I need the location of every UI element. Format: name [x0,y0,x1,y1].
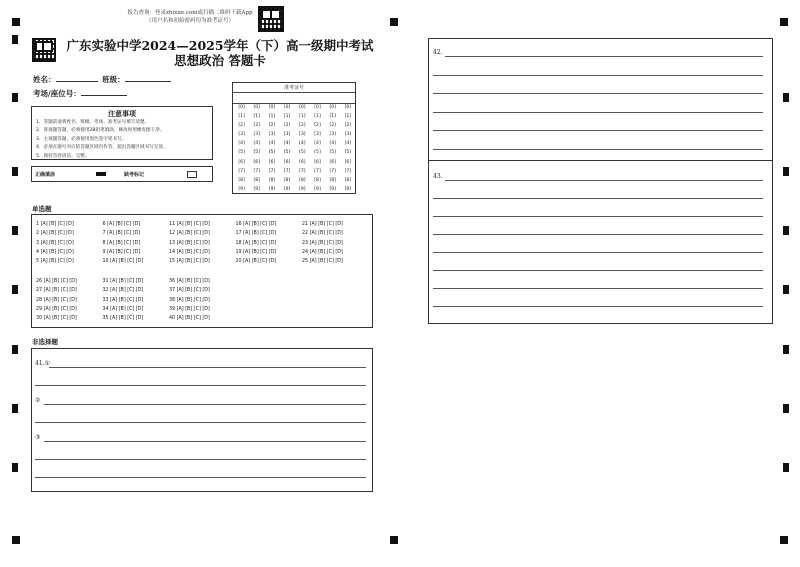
answer-bubbles[interactable]: [A] [B] [C] [D] [107,231,141,237]
registration-mark [12,35,18,44]
digit-bubble[interactable]: [1] [268,114,276,120]
writing-line [49,367,366,368]
question-row[interactable] [236,229,303,238]
notes-item: 5．保持答卷清洁、完整。 [36,153,90,159]
writing-line [35,385,366,386]
registration-mark [12,226,18,235]
answer-bubbles[interactable]: [A] [B] [C] [D] [40,231,74,237]
registration-mark [390,536,398,544]
answer-bubbles[interactable]: [A] [B] [C] [D] [176,249,210,255]
answer-bubbles[interactable]: [A] [B] [C] [D] [243,222,277,227]
digit-bubble[interactable]: [5] [329,150,336,156]
registration-mark [12,285,18,294]
question-row[interactable] [36,239,103,248]
question-row[interactable] [103,248,170,257]
page-title [60,38,380,68]
question-number: 12 [169,231,177,237]
registration-mark [12,536,20,544]
question-row[interactable] [302,229,369,238]
notes-item: 4．必须在题号对应的答题区域内作答，超出答题区域书写无效。 [36,145,168,151]
question-number: 23 [302,240,310,246]
exam-number-column[interactable] [340,103,355,193]
name-field[interactable] [56,74,98,82]
digit-bubble[interactable]: [6] [253,159,261,165]
question-number: 18 [235,240,244,246]
answer-bubbles[interactable]: [A] [B] [C] [D] [309,222,343,227]
writing-line [433,270,763,271]
question-row[interactable] [103,229,170,238]
registration-mark [12,345,18,354]
question-number: 21 [302,222,310,227]
registration-mark [12,167,18,176]
question-row[interactable] [36,248,103,257]
answer-bubbles[interactable]: [A] [B] [C] [D] [243,231,277,237]
digit-bubble[interactable]: [2] [314,123,321,129]
question-row[interactable] [103,296,170,305]
digit-bubble[interactable]: [8] [268,177,276,183]
writing-line [433,75,763,76]
q41-part2-label: ② [35,397,41,404]
answer-bubbles[interactable]: [A] [B] [C] [D] [243,249,277,255]
answer-bubbles[interactable]: [A] [B] [C] [D] [176,259,210,265]
digit-bubble[interactable]: [7] [329,168,336,174]
digit-bubble[interactable]: [9] [344,186,352,192]
registration-mark [12,463,18,472]
question-number: 8 [102,240,108,246]
question-row[interactable] [36,257,103,266]
question-row[interactable] [169,229,236,238]
correct-fill-sample [96,172,106,176]
digit-bubble[interactable]: [0] [329,105,336,110]
digit-bubble[interactable]: [9] [299,186,306,192]
app-qr-code [258,6,284,32]
title-line1: 广东实验中学2024—2025学年（下）高一级期中考试 [66,38,374,53]
question-number: 28 [36,297,44,303]
q41-answer-box[interactable] [31,348,373,492]
writing-line [433,149,763,150]
answer-bubbles[interactable]: [A] [B] [C] [D] [110,306,144,312]
q43-label: 43. [433,173,443,180]
digit-bubble[interactable]: [5] [299,150,306,156]
question-row[interactable] [169,257,236,266]
question-number: 1 [36,222,41,227]
question-number: 35 [102,316,111,322]
question-number: 27 [36,288,44,294]
exam-number-column[interactable] [325,103,340,193]
question-number: 17 [235,231,244,237]
digit-bubble[interactable]: [7] [314,168,321,174]
digit-bubble[interactable]: [8] [253,177,261,183]
writing-line [433,216,763,217]
digit-bubble[interactable]: [1] [344,114,352,120]
exam-number-column[interactable] [234,103,249,193]
answer-bubbles[interactable]: [A] [B] [C] [D] [107,222,141,227]
digit-bubble[interactable]: [0] [283,105,291,110]
answer-bubbles[interactable]: [A] [B] [C] [D] [40,249,74,255]
digit-bubble[interactable]: [6] [299,159,306,165]
class-label: 班级： [102,75,125,84]
question-row[interactable] [169,305,236,314]
question-row[interactable] [103,286,170,295]
answer-bubbles[interactable]: [A] [B] [C] [D] [43,297,77,303]
writing-line [433,234,763,235]
question-number: 39 [169,306,177,312]
notes-box [31,106,213,160]
digit-bubble[interactable]: [0] [253,105,261,110]
answer-bubbles[interactable]: [A] [B] [C] [D] [176,316,210,322]
question-number: 37 [169,288,177,294]
digit-bubble[interactable]: [0] [299,105,306,110]
answer-bubbles[interactable]: [A] [B] [C] [D] [110,288,144,294]
digit-bubble[interactable]: [7] [299,168,306,174]
single-choice-group1 [36,220,369,266]
digit-bubble[interactable]: [4] [268,141,276,147]
question-number: 13 [169,240,177,246]
question-row[interactable] [103,220,170,229]
single-choice-group2 [36,277,236,323]
question-row[interactable] [169,286,236,295]
digit-bubble[interactable]: [1] [299,114,306,120]
question-number: 11 [169,222,177,227]
digit-bubble[interactable]: [3] [283,132,291,138]
digit-bubble[interactable]: [0] [344,105,352,110]
report-notice-line1: 报告查询：登录zhixue.com或扫描二维码下载App [127,10,253,16]
digit-bubble[interactable]: [2] [253,123,261,129]
question-number: 7 [102,231,108,237]
single-choice-label: 单选题 [32,205,52,213]
answer-bubbles[interactable]: [A] [B] [C] [D] [309,249,343,255]
q42-q43-answer-box [428,38,773,324]
digit-bubble[interactable]: [1] [283,114,291,120]
exam-number-block [232,82,356,194]
question-number: 38 [169,297,177,303]
question-number: 34 [102,306,111,312]
digit-bubble[interactable]: [0] [238,105,245,110]
digit-bubble[interactable]: [6] [329,159,336,165]
answer-bubbles[interactable]: [A] [B] [C] [D] [40,240,74,246]
digit-bubble[interactable]: [3] [268,132,276,138]
digit-bubble[interactable]: [4] [253,141,261,147]
exam-number-column[interactable] [280,103,295,193]
digit-bubble[interactable]: [2] [283,123,291,129]
student-info [33,74,233,101]
writing-line [445,56,763,57]
answer-bubbles[interactable]: [A] [B] [C] [D] [40,222,74,227]
digit-bubble[interactable]: [4] [238,141,245,147]
digit-bubble[interactable]: [9] [329,186,336,192]
exam-number-label: 准考证号 [283,85,304,91]
answer-bubbles[interactable]: [A] [B] [C] [D] [309,231,343,237]
registration-mark [783,463,789,472]
digit-bubble[interactable]: [2] [299,123,306,129]
digit-bubble[interactable]: [2] [268,123,276,129]
digit-bubble[interactable]: [4] [314,141,321,147]
single-choice-box [31,214,373,328]
question-row[interactable] [169,220,236,229]
registration-mark [780,536,788,544]
answer-bubbles[interactable]: [A] [B] [C] [D] [176,240,210,246]
digit-bubble[interactable]: [3] [299,132,306,138]
fill-legend [31,166,213,182]
answer-bubbles[interactable]: [A] [B] [C] [D] [43,316,77,322]
question-number: 15 [169,259,177,265]
digit-bubble[interactable]: [9] [314,186,321,192]
question-number: 40 [169,316,177,322]
answer-bubbles[interactable]: [A] [B] [C] [D] [243,240,277,246]
q41-label: 41.① [35,360,50,367]
registration-mark [12,18,20,26]
digit-bubble[interactable]: [1] [253,114,261,120]
question-row[interactable] [302,239,369,248]
paper-qr-code [32,38,56,62]
digit-bubble[interactable]: [3] [344,132,352,138]
question-row[interactable] [36,296,103,305]
answer-bubbles[interactable]: [A] [B] [C] [D] [40,259,74,265]
answer-bubbles[interactable]: [A] [B] [C] [D] [176,279,210,284]
digit-bubble[interactable]: [8] [299,177,306,183]
digit-bubble[interactable]: [5] [314,150,321,156]
question-row[interactable] [103,305,170,314]
question-row[interactable] [36,286,103,295]
answer-bubbles[interactable]: [A] [B] [C] [D] [110,259,144,265]
q42-label: 42. [433,49,443,56]
question-row[interactable] [236,248,303,257]
digit-bubble[interactable]: [6] [314,159,321,165]
writing-line [35,459,366,460]
registration-mark [783,404,789,413]
question-row[interactable] [103,277,170,286]
writing-line [433,130,763,131]
answer-bubbles[interactable]: [A] [B] [C] [D] [107,249,141,255]
exam-number-column[interactable] [264,103,279,193]
registration-mark [783,345,789,354]
digit-bubble[interactable]: [7] [253,168,261,174]
question-row[interactable] [103,314,170,323]
digit-bubble[interactable]: [9] [238,186,245,192]
exam-number-column[interactable] [310,103,325,193]
registration-mark [783,285,789,294]
digit-bubble[interactable]: [6] [268,159,276,165]
digit-bubble[interactable]: [9] [268,186,276,192]
notes-title: 注意事项 [108,109,136,118]
question-number: 33 [102,297,111,303]
digit-bubble[interactable]: [8] [238,177,245,183]
digit-bubble[interactable]: [2] [329,123,336,129]
digit-bubble[interactable]: [0] [314,105,321,110]
question-number: 6 [102,222,108,227]
digit-bubble[interactable]: [4] [299,141,306,147]
answer-bubbles[interactable]: [A] [B] [C] [D] [176,222,210,227]
seat-label: 考场/座位号： [33,89,81,98]
exam-number-digits[interactable] [234,103,356,193]
question-row[interactable] [236,239,303,248]
absent-mark-label: 缺考标记 [124,172,145,178]
digit-bubble[interactable]: [4] [344,141,352,147]
answer-bubbles[interactable]: [A] [B] [C] [D] [43,288,77,294]
answer-bubbles[interactable]: [A] [B] [C] [D] [107,240,141,246]
answer-bubbles[interactable]: [A] [B] [C] [D] [176,231,210,237]
registration-mark [783,167,789,176]
question-row[interactable] [169,239,236,248]
answer-bubbles[interactable]: [A] [B] [C] [D] [176,288,210,294]
question-number: 3 [36,240,41,246]
writing-line [433,288,763,289]
question-row[interactable] [36,314,103,323]
exam-number-column[interactable] [295,103,310,193]
question-row[interactable] [36,277,103,286]
question-number: 16 [235,222,244,227]
seat-field[interactable] [81,88,127,96]
registration-mark [390,18,398,26]
registration-mark [783,226,789,235]
answer-bubbles[interactable]: [A] [B] [C] [D] [110,297,144,303]
notes-list [32,119,212,161]
digit-bubble[interactable]: [1] [329,114,336,120]
writing-line [44,441,366,442]
writing-line [44,404,366,405]
digit-bubble[interactable]: [5] [253,150,261,156]
question-number: 10 [102,259,111,265]
question-row[interactable] [302,220,369,229]
title-line2: 思想政治 答题卡 [174,53,266,68]
digit-bubble[interactable]: [5] [238,150,245,156]
digit-bubble[interactable]: [1] [314,114,321,120]
writing-line [433,93,763,94]
notes-item: 3．主观题答题，必须使用黑色签字笔书写。 [36,136,127,142]
question-number: 24 [302,249,310,255]
answer-bubbles[interactable]: [A] [B] [C] [D] [110,316,144,322]
writing-line [35,477,366,478]
question-row[interactable] [169,314,236,323]
answer-bubbles[interactable]: [A] [B] [C] [D] [309,240,343,246]
question-number: 32 [102,288,111,294]
question-number: 19 [235,249,244,255]
notes-item: 2．客观题答题，必须使用2B铅笔填涂，修改时用橡皮擦干净。 [36,128,165,134]
question-row[interactable] [169,296,236,305]
question-number: 25 [302,259,310,265]
question-number: 4 [36,249,41,255]
digit-bubble[interactable]: [2] [238,123,245,129]
question-row[interactable] [103,257,170,266]
digit-bubble[interactable]: [8] [314,177,321,183]
name-label: 姓名： [33,75,56,84]
answer-bubbles[interactable]: [A] [B] [C] [D] [43,306,77,312]
registration-mark [12,93,18,102]
digit-bubble[interactable]: [8] [329,177,336,183]
digit-bubble[interactable]: [6] [344,159,352,165]
question-row[interactable] [36,220,103,229]
question-number: 20 [235,259,244,265]
question-number: 5 [36,259,41,265]
question-row[interactable] [302,248,369,257]
correct-fill-label: 正确填涂 [35,172,56,178]
notes-item: 1．答题前请将姓名、班级、考场、准考证号填写清楚。 [36,120,150,125]
digit-bubble[interactable]: [3] [329,132,336,138]
class-field[interactable] [125,74,171,82]
registration-mark [780,18,788,26]
absent-mark-box[interactable] [187,171,197,178]
digit-bubble[interactable]: [3] [314,132,321,138]
digit-bubble[interactable]: [1] [238,114,245,120]
digit-bubble[interactable]: [8] [283,177,291,183]
writing-line [433,112,763,113]
writing-line [433,306,763,307]
question-number: 29 [36,306,44,312]
answer-bubbles[interactable]: [A] [B] [C] [D] [176,297,210,303]
digit-bubble[interactable]: [5] [344,150,352,156]
q41-part3-label: ③ [35,434,41,441]
digit-bubble[interactable]: [6] [238,159,245,165]
q42-q43-divider [429,160,772,161]
answer-bubbles[interactable]: [A] [B] [C] [D] [243,259,277,265]
question-number: 2 [36,231,41,237]
exam-number-column[interactable] [249,103,264,193]
digit-bubble[interactable]: [5] [268,150,276,156]
question-row[interactable] [103,239,170,248]
digit-bubble[interactable]: [5] [283,150,291,156]
question-row[interactable] [236,220,303,229]
question-row[interactable] [36,305,103,314]
writing-line [433,198,763,199]
report-notice-line2: （用户名和初始密码均为准考证号） [145,18,234,24]
digit-bubble[interactable]: [7] [344,168,352,174]
non-choice-label: 非选择题 [32,338,58,346]
digit-bubble[interactable]: [3] [253,132,261,138]
writing-line [433,252,763,253]
registration-mark [783,93,789,102]
question-row[interactable] [36,229,103,238]
digit-bubble[interactable]: [4] [329,141,336,147]
writing-line [35,422,366,423]
question-number: 30 [36,316,44,322]
question-row[interactable] [169,277,236,286]
digit-bubble[interactable]: [6] [283,159,291,165]
answer-bubbles[interactable]: [A] [B] [C] [D] [43,279,77,284]
digit-bubble[interactable]: [7] [238,168,245,174]
digit-bubble[interactable]: [7] [283,168,291,174]
question-row[interactable] [236,257,303,266]
question-number: 26 [36,279,44,284]
question-number: 14 [169,249,177,255]
registration-mark [12,404,18,413]
digit-bubble[interactable]: [9] [283,186,291,192]
question-number: 22 [302,231,310,237]
question-number: 9 [102,249,108,255]
digit-bubble[interactable]: [7] [268,168,276,174]
digit-bubble[interactable]: [9] [253,186,261,192]
answer-bubbles[interactable]: [A] [B] [C] [D] [176,306,210,312]
digit-bubble[interactable]: [2] [344,123,352,129]
question-number: 36 [169,279,177,284]
question-number: 31 [102,279,111,284]
answer-bubbles[interactable]: [A] [B] [C] [D] [110,279,144,284]
digit-bubble[interactable]: [3] [238,132,245,138]
writing-line [445,180,763,181]
digit-bubble[interactable]: [8] [344,177,352,183]
question-row[interactable] [302,257,369,266]
answer-bubbles[interactable]: [A] [B] [C] [D] [309,259,343,265]
digit-bubble[interactable]: [4] [283,141,291,147]
digit-bubble[interactable]: [0] [268,105,276,110]
question-row[interactable] [169,248,236,257]
